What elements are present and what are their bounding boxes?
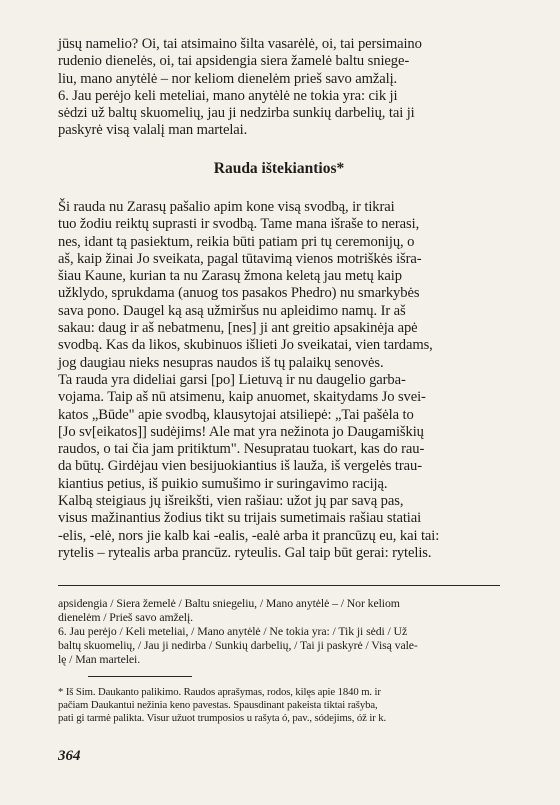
text-line: Ši rauda nu Zarasų pašalio apim kone visą svodbą, ir tikrai [58, 199, 395, 215]
text-line: sėdzi už baltų skuomelių, jau ji nedzirba sunkių darbelių, tai ji [58, 105, 415, 122]
note-line: lę / Man martelei. [58, 652, 141, 667]
text-line: 6. Jau perėjo keli meteliai, mano anytėlė ne tokia yra: cik ji [58, 87, 398, 104]
text-line: rytelis – rytealis arba prancūz. ryteulis. Gal taip būt gerai: rytelis. [58, 544, 432, 561]
text-line: sava pono. Daugel ką asą užmiršus nu apleidimo namų. Ir aš [58, 302, 406, 319]
text-line: jūsų namelio? Oi, tai atsimaino šilta vasarėlė, oi, tai persimaino [58, 36, 422, 52]
text-line: katos „Būde" apie svodbą, klausytojai atsiliepė: „Tai pašėla to [58, 406, 414, 423]
text-line: nes, idant tą pasiektum, reikia būti patiam pri tų ceremonijų, o [58, 233, 415, 250]
text-line: sakau: daug ir aš nebatmenu, [nes] ji ant greitio apsakinėja apė [58, 320, 418, 337]
section-heading: Rauda ištekiantios* [213, 160, 345, 177]
page-number: 364 [58, 748, 81, 764]
text-line: kiantius petius, iš puikio sumušimo ir suringavimo raciją. [58, 475, 388, 492]
footnote-line: pati gi tarmė palikta. Visur užuot trumposios u rašyta ó, pav., sódejims, óž ir k. [58, 711, 387, 724]
text-line: -elis, -elė, nors jie kalb kai -ealis, -ealė arba it prancūzų eu, kai tai: [58, 527, 440, 544]
text-line: aš, kaip žinai Jo sveikata, pagal tūtavimą vienos motriškės išra- [58, 250, 422, 267]
note-line: apsidengia / Siera žemelė / Baltu sniegeliu, / Mano anytėlė – / Nor keliom [58, 596, 400, 610]
text-line: Kalbą steigiaus jų išreikšti, vien rašiau: užot jų par savą pas, [58, 493, 404, 510]
text-line: rudenio dienelės, oi, tai apsidengia siera žamelė baltu sniege- [58, 53, 410, 70]
body-text [58, 199, 500, 562]
footnote [58, 686, 500, 725]
footnote-line: * Iš Sim. Daukanto palikimo. Raudos aprašymas, rodos, kilęs apie 1840 m. ir [58, 686, 381, 698]
text-line: svodbą. Kas da likos, skubinuos išlieti Jo sveikatai, vien tardams, [58, 337, 433, 354]
text-line: da būtų. Girdėjau vien besijuokiantius iš lauža, iš vergelės trau- [58, 458, 422, 475]
notes-divider [58, 585, 500, 586]
text-line: liu, mano anytėlė – nor keliom dienelėm prieš savo amžalį. [58, 70, 398, 87]
footnote-divider [88, 676, 192, 677]
text-line: visus mažinantius žodius tikt su trijais sumetimais rašiau statiai [58, 510, 422, 527]
text-line: paskyrė visą valalį man martelai. [58, 122, 248, 139]
verse-notes [58, 596, 500, 666]
text-line: Ta rauda yra dideliai garsi [po] Lietuvą ir nu daugelio garba- [58, 371, 406, 388]
footnote-line: pačiam Daukantui nežinia keno pavestas. Spausdinant pakeista tiktai rašyba, [58, 698, 378, 711]
text-line: raudos, o tai čia jam pritiktum". Nesupratau tuokart, kas do rau- [58, 441, 425, 458]
text-line: tuo žodiu reiktų suprasti ir svodbą. Tame mana išraše to nerasi, [58, 216, 420, 233]
text-line: šiau Kaune, kurian ta nu Zarasų žmona keletą jau metų kaip [58, 268, 402, 285]
text-line: jog daugiau nieks nesupras naudos iš tų palaikų senovės. [58, 354, 384, 371]
note-line: dienelėm / Prieš savo amželį. [58, 610, 194, 625]
note-line: 6. Jau perėjo / Keli meteliai, / Mano anytėlė / Ne tokia yra: / Tik ji sėdi / Už [58, 624, 408, 639]
text-line: [Jo sv[eikatos]] sudėjims! Ale mat yra nežinota jo Daugamiškių [58, 423, 424, 440]
note-line: baltų skuomelių, / Jau ji nedirba / Sunkių darbelių, / Tai ji paskyrė / Visą vale- [58, 638, 418, 653]
poem-continuation [58, 36, 500, 140]
text-line: užklydo, sprukdama (anuog tos pasakos Phedro) nu smarkybės [58, 285, 420, 302]
text-line: vojama. Taip aš nū atsimenu, kaip anuomet, skaitydams Jo svei- [58, 389, 426, 406]
